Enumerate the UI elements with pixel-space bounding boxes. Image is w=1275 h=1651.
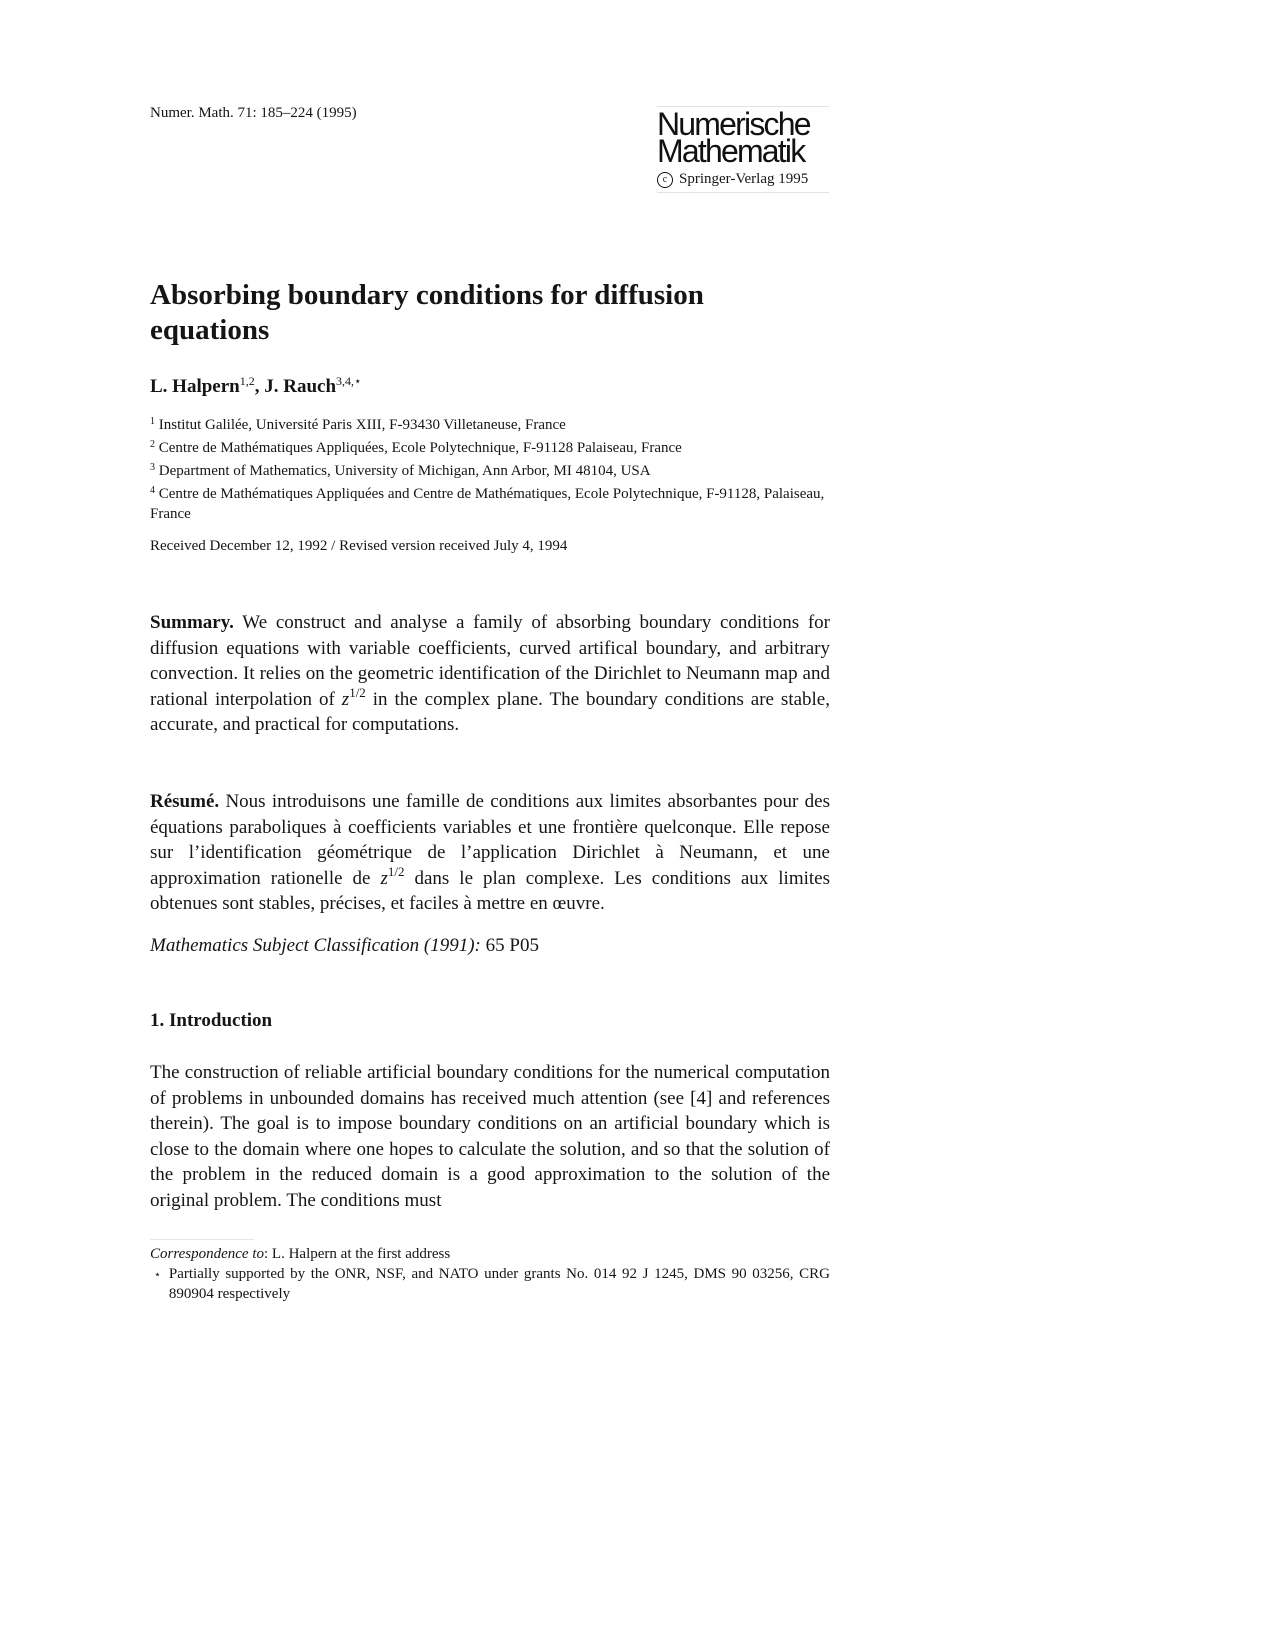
author-separator: , — [254, 376, 265, 397]
affiliation-item — [150, 435, 830, 458]
author-affiliation-marks: 3,4,⋆ — [336, 374, 362, 388]
funding-footnote — [150, 1264, 830, 1304]
received-dates: Received December 12, 1992 / Revised version received July 4, 1994 — [150, 538, 568, 554]
author-name: L. Halpern — [150, 376, 240, 397]
resume-text-part: dans le plan complexe. Les conditions aux limites obtenues sont stables, précises, et faciles à mettre en œuvre. — [150, 867, 831, 914]
copyright-icon: c — [657, 172, 673, 188]
affiliation-number: 3 — [150, 462, 155, 473]
affiliation-text: Institut Galilée, Université Paris XIII, F-93430 Villetaneuse, France — [158, 417, 566, 433]
journal-logo — [657, 106, 829, 193]
math-exponent: 1/2 — [387, 863, 405, 879]
introduction-paragraph: The construction of reliable artificial boundary conditions for the numerical computation of problems in unbounded domains has received much attention (see [4] and references therein). The goal is to impose boundary conditions on an artificial boundary which is close to the domain where one hopes to calculate the solution, and so that the solution of the problem in the reduced domain is a good approximation to the solution of the original problem. The conditions must — [150, 1062, 830, 1211]
affiliation-number: 1 — [150, 416, 155, 427]
affiliation-item — [150, 458, 830, 481]
affiliation-number: 2 — [150, 439, 155, 450]
math-exponent: 1/2 — [349, 684, 366, 700]
summary-text-part: in the complex plane. The boundary conditions are stable, accurate, and practical for computations. — [150, 688, 830, 735]
logo-line-2: Mathematik — [657, 133, 805, 169]
journal-reference: Numer. Math. 71: 185–224 (1995) — [150, 105, 357, 121]
paper-title: Absorbing boundary conditions for diffusion equations — [150, 279, 704, 346]
footnotes — [150, 1244, 830, 1304]
affiliation-text: Department of Mathematics, University of Michigan, Ann Arbor, MI 48104, USA — [158, 463, 651, 479]
math-variable: z — [380, 867, 388, 889]
footnote-divider — [150, 1239, 254, 1240]
logo-line-1: Numerische — [657, 106, 810, 142]
section-heading: 1. Introduction — [150, 1010, 273, 1031]
footnote-star-mark: ⋆ — [154, 1269, 161, 1281]
copyright-text: Springer-Verlag 1995 — [679, 171, 809, 187]
summary-label: Summary. — [150, 612, 234, 633]
summary-paragraph — [150, 610, 830, 738]
classification-value: 65 P05 — [480, 935, 539, 956]
affiliation-number: 4 — [150, 485, 155, 496]
correspondence-text: : L. Halpern at the first address — [264, 1246, 451, 1262]
resume-label: Résumé. — [150, 791, 220, 812]
summary-text-part: We construct and analyse a family of absorbing boundary conditions for diffusion equations with variable coefficients, curved artifical boundary, and arbitrary convection. It relies on the geometric identification of the Dirichlet to Neumann map and rational interpolation of — [150, 612, 830, 710]
copyright-notice — [657, 171, 829, 188]
funding-text: Partially supported by the ONR, NSF, and NATO under grants No. 014 92 J 1245, DMS 90 03256, CRG 890904 respectively — [168, 1266, 830, 1302]
author-affiliation-marks: 1,2 — [239, 374, 255, 388]
author-list — [150, 374, 362, 398]
correspondence-label: Correspondence to — [150, 1246, 265, 1262]
classification-label: Mathematics Subject Classification (1991): — [150, 935, 481, 956]
affiliation-text: Centre de Mathématiques Appliquées, Ecole Polytechnique, F-91128 Palaiseau, France — [158, 440, 682, 456]
math-variable: z — [341, 688, 350, 710]
resume-text-part: Nous introduisons une famille de conditions aux limites absorbantes pour des équations paraboliques à coefficients variables et une frontière quelconque. Elle repose sur l’identification géométrique de l’application Dirichlet à Neumann, et une approximation rationelle de — [150, 791, 830, 889]
resume-paragraph — [150, 789, 830, 917]
affiliation-list — [150, 412, 830, 524]
correspondence-footnote — [150, 1244, 830, 1264]
affiliation-item — [150, 481, 830, 524]
affiliation-text: Centre de Mathématiques Appliquées and Centre de Mathématiques, Ecole Polytechnique, F-91128, Palaiseau, France — [150, 486, 825, 522]
author-name: J. Rauch — [264, 376, 337, 397]
subject-classification — [150, 935, 539, 957]
affiliation-item — [150, 412, 830, 435]
